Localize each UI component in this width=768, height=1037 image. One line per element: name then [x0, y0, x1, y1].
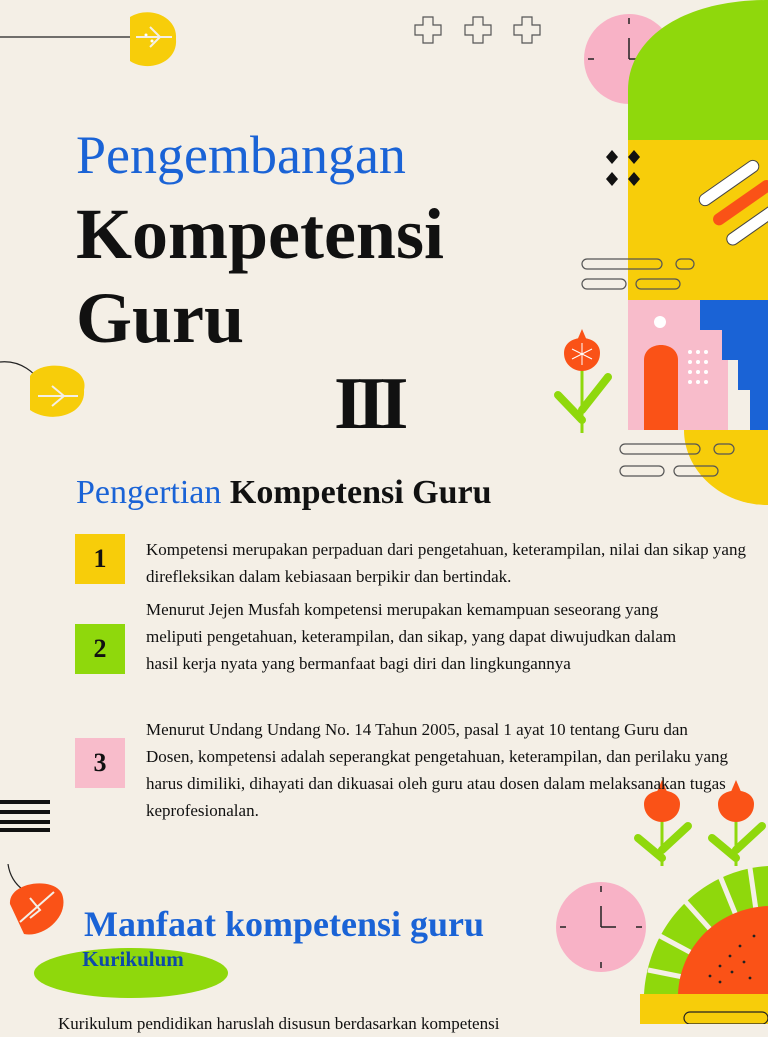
definition-text-3: Menurut Undang Undang No. 14 Tahun 2005, pasal 1 ayat 10 tentang Guru dan Dosen, kompetensi adalah seperangkat pengetahuan, keterampilan, dan perilaku yang harus dimiliki, dihayati dan dikuasai oleh guru atau dosen dalam melaksanakan tugas keprofesionalan. [146, 720, 729, 820]
leaf-icon [4, 864, 70, 940]
number-badge-3: 3 [75, 738, 125, 788]
sun-decoration [640, 866, 768, 1024]
diamond-icons [602, 148, 644, 190]
section-heading-blue: Pengertian [76, 474, 222, 511]
clock-icon [554, 880, 648, 974]
flower-icon [552, 325, 616, 435]
title-line-1: Pengembangan [76, 125, 406, 185]
title-line-3: Guru [76, 278, 245, 358]
section-heading [76, 472, 492, 514]
decorative-bars [618, 440, 748, 484]
section-heading-black: Kompetensi Guru [229, 474, 492, 511]
curriculum-body: Kurikulum pendidikan haruslah disusun berdasarkan kompetensi [58, 1014, 500, 1033]
title-line-2: Kompetensi [76, 194, 444, 274]
leaf-icon [0, 5, 190, 75]
number-badge-2: 2 [75, 624, 125, 674]
leaf-icon [0, 358, 90, 424]
stripes-icon [0, 800, 52, 834]
decorative-bars [580, 255, 700, 295]
number-badge-1: 1 [75, 534, 125, 584]
definition-text-2: Menurut Jejen Musfah kompetensi merupakan kemampuan seseorang yang meliputi pengetahuan, keterampilan, dan sikap, yang dapat diwujudkan dalam hasil kerja nyata yang bermanfaat bagi diri dan lingkungannya [146, 600, 677, 673]
cross-icons [405, 10, 555, 58]
curriculum-label: Kurikulum [82, 947, 184, 971]
roman-numeral: III [334, 363, 403, 445]
benefits-heading: Manfaat kompetensi guru [84, 904, 485, 944]
definition-text-1: Kompetensi merupakan perpaduan dari pengetahuan, keterampilan, nilai dan sikap yang direfleksikan dalam kebiasaan berpikir dan bertindak. [146, 540, 746, 586]
